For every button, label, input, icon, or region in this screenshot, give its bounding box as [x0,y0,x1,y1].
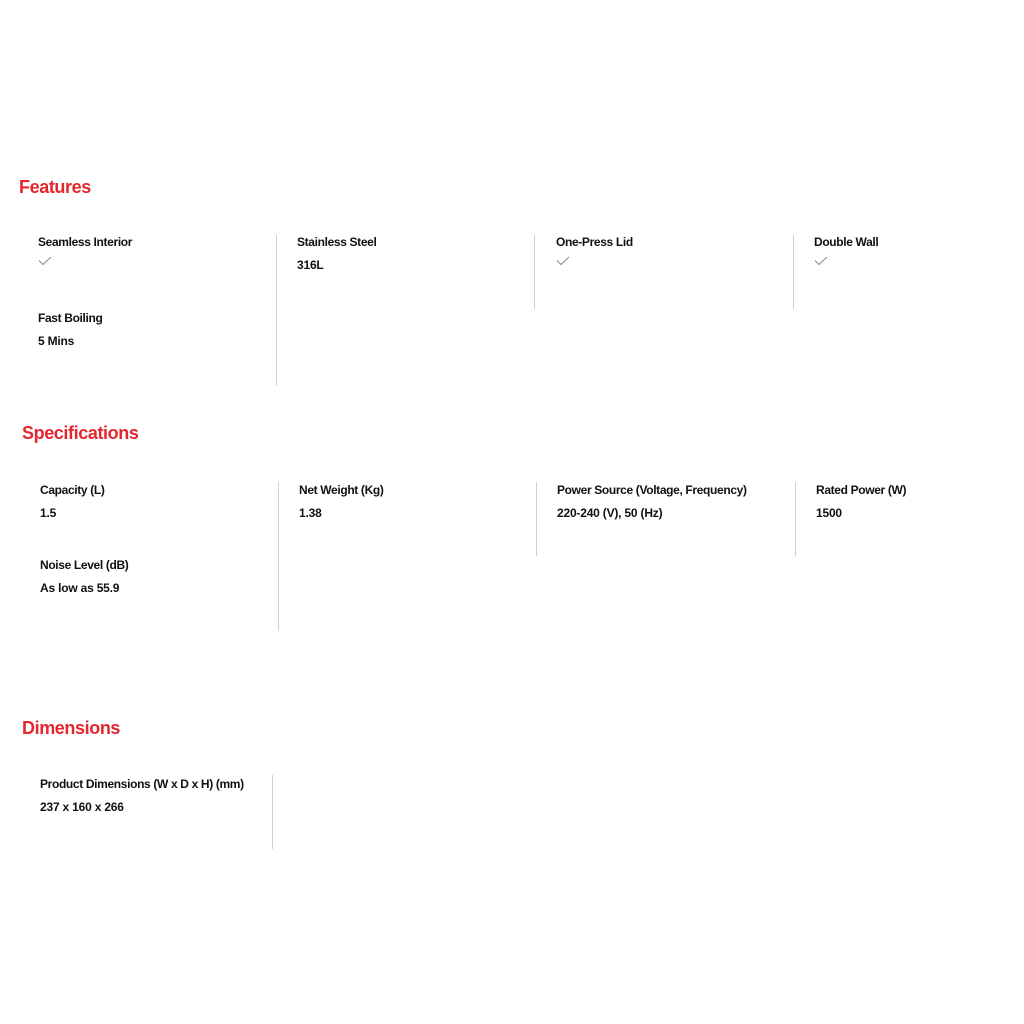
dimension-value: 237 x 160 x 266 [40,800,124,814]
spec-value: 1.38 [299,506,322,520]
divider [793,235,794,309]
spec-power-source [557,483,787,520]
spec-capacity [40,483,270,520]
specifications-title: Specifications [22,423,139,443]
feature-double-wall [814,235,1014,266]
spec-label: Rated Power (W) [816,483,907,497]
feature-fast-boiling [38,311,268,348]
spec-label: Net Weight (Kg) [299,483,384,497]
divider [276,235,277,386]
spec-net-weight [299,483,529,520]
feature-label: Seamless Interior [38,235,133,249]
divider [536,482,537,556]
spec-label: Capacity (L) [40,483,105,497]
check-icon [556,256,570,266]
feature-stainless-steel [297,235,527,272]
spec-value: 220-240 (V), 50 (Hz) [557,506,663,520]
spec-label: Noise Level (dB) [40,558,129,572]
spec-label: Power Source (Voltage, Frequency) [557,483,747,497]
divider [534,235,535,309]
divider [795,482,796,556]
feature-value: 5 Mins [38,334,75,348]
spec-value: 1.5 [40,506,57,520]
spec-value: As low as 55.9 [40,581,120,595]
feature-value: 316L [297,258,324,272]
feature-label: Double Wall [814,235,879,249]
dimensions-title: Dimensions [22,718,121,738]
feature-label: One-Press Lid [556,235,633,249]
spec-rated-power [816,483,1016,520]
check-icon [38,256,52,266]
divider [272,775,273,849]
feature-one-press-lid [556,235,786,266]
divider [278,482,279,631]
spec-value: 1500 [816,506,842,520]
dimension-product [40,777,270,814]
feature-seamless-interior [38,235,268,266]
feature-label: Stainless Steel [297,235,377,249]
features-title: Features [19,177,91,197]
spec-noise-level [40,558,270,595]
dimension-label: Product Dimensions (W x D x H) (mm) [40,777,244,791]
feature-label: Fast Boiling [38,311,103,325]
check-icon [814,256,828,266]
